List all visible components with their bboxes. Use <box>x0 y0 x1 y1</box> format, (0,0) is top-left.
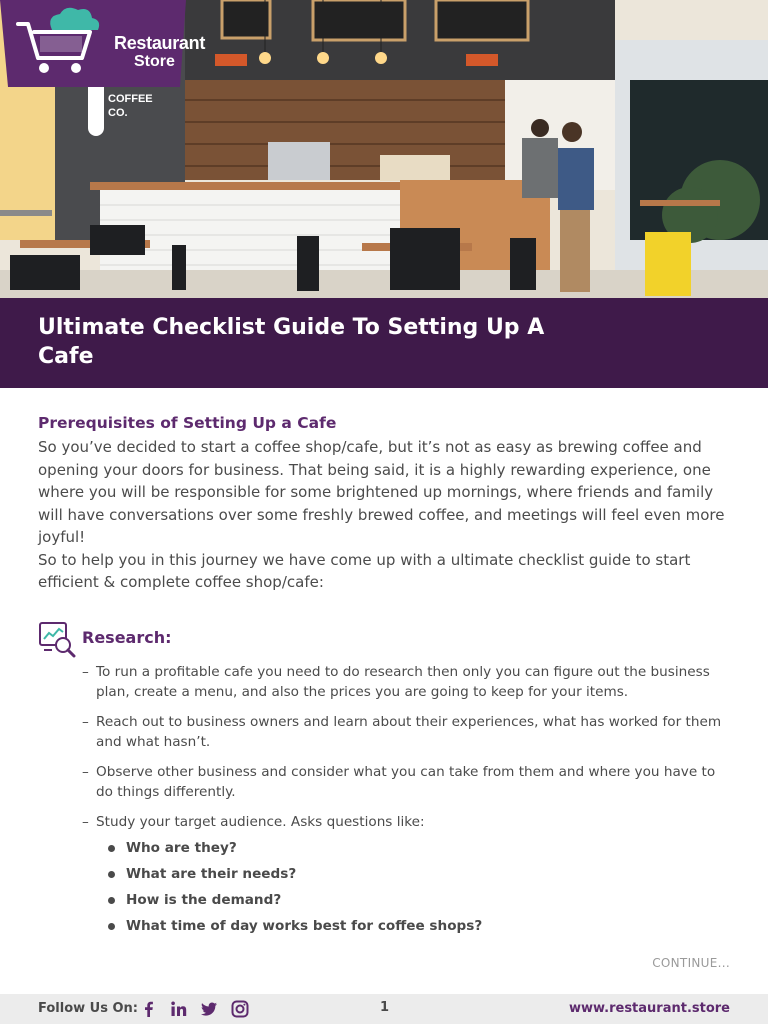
title-band <box>0 298 768 388</box>
research-list <box>82 662 732 842</box>
audience-question: What time of day works best for coffee shops? <box>108 916 482 936</box>
wall-sign-text-1: COFFEE <box>108 93 153 105</box>
linkedin-icon[interactable] <box>170 1000 188 1018</box>
follow-us-label: Follow Us On: <box>38 1001 138 1016</box>
logo-wordmark <box>114 34 205 70</box>
research-heading: Research: <box>82 628 172 647</box>
research-item: – Reach out to business owners and learn about their experiences, what has worked for them and what hasn’t. <box>82 712 732 752</box>
footer <box>0 994 768 1024</box>
intro-paragraph-2: So to help you in this journey we have come up with a ultimate checklist guide to start efficient & complete coffee shop/cafe: <box>38 550 691 591</box>
hero-photo <box>0 0 768 298</box>
research-item: – Study your target audience. Asks questions like: <box>82 812 732 832</box>
logo-text-line2: Store <box>134 53 175 70</box>
intro-section <box>38 414 738 594</box>
instagram-icon[interactable] <box>231 1000 249 1018</box>
wall-sign-text-2: CO. <box>108 107 128 119</box>
research-header <box>38 620 338 660</box>
intro-paragraph-1: So you’ve decided to start a coffee shop/cafe, but it’s not as easy as brewing coffee and opening your doors for business. That being said, it is a highly rewarding experience, one where you will be responsible for some brightened up mornings, where friends and family will have conversations over some freshly brewed coffee, and meetings will feel even more joyful! <box>38 438 725 546</box>
twitter-icon[interactable] <box>200 1000 218 1018</box>
website-link[interactable]: www.restaurant.store <box>568 1001 730 1016</box>
research-chart-magnifier-icon <box>38 620 76 658</box>
prerequisites-heading: Prerequisites of Setting Up a Cafe <box>38 414 337 432</box>
page-number: 1 <box>380 1000 390 1015</box>
continue-label: CONTINUE... <box>652 956 730 970</box>
page-title: Ultimate Checklist Guide To Setting Up A Cafe <box>38 315 545 369</box>
audience-question: What are their needs? <box>108 864 482 884</box>
logo-text-line1: Restaurant <box>114 33 206 53</box>
research-item: – To run a profitable cafe you need to do research then only you can figure out the business plan, create a menu, and also the prices you are going to keep for your items. <box>82 662 732 702</box>
audience-question: Who are they? <box>108 838 482 858</box>
audience-questions-list <box>108 838 482 942</box>
research-item: – Observe other business and consider what you can take from them and where you have to do things differently. <box>82 762 732 802</box>
audience-question: How is the demand? <box>108 890 482 910</box>
facebook-icon[interactable] <box>140 1000 158 1018</box>
